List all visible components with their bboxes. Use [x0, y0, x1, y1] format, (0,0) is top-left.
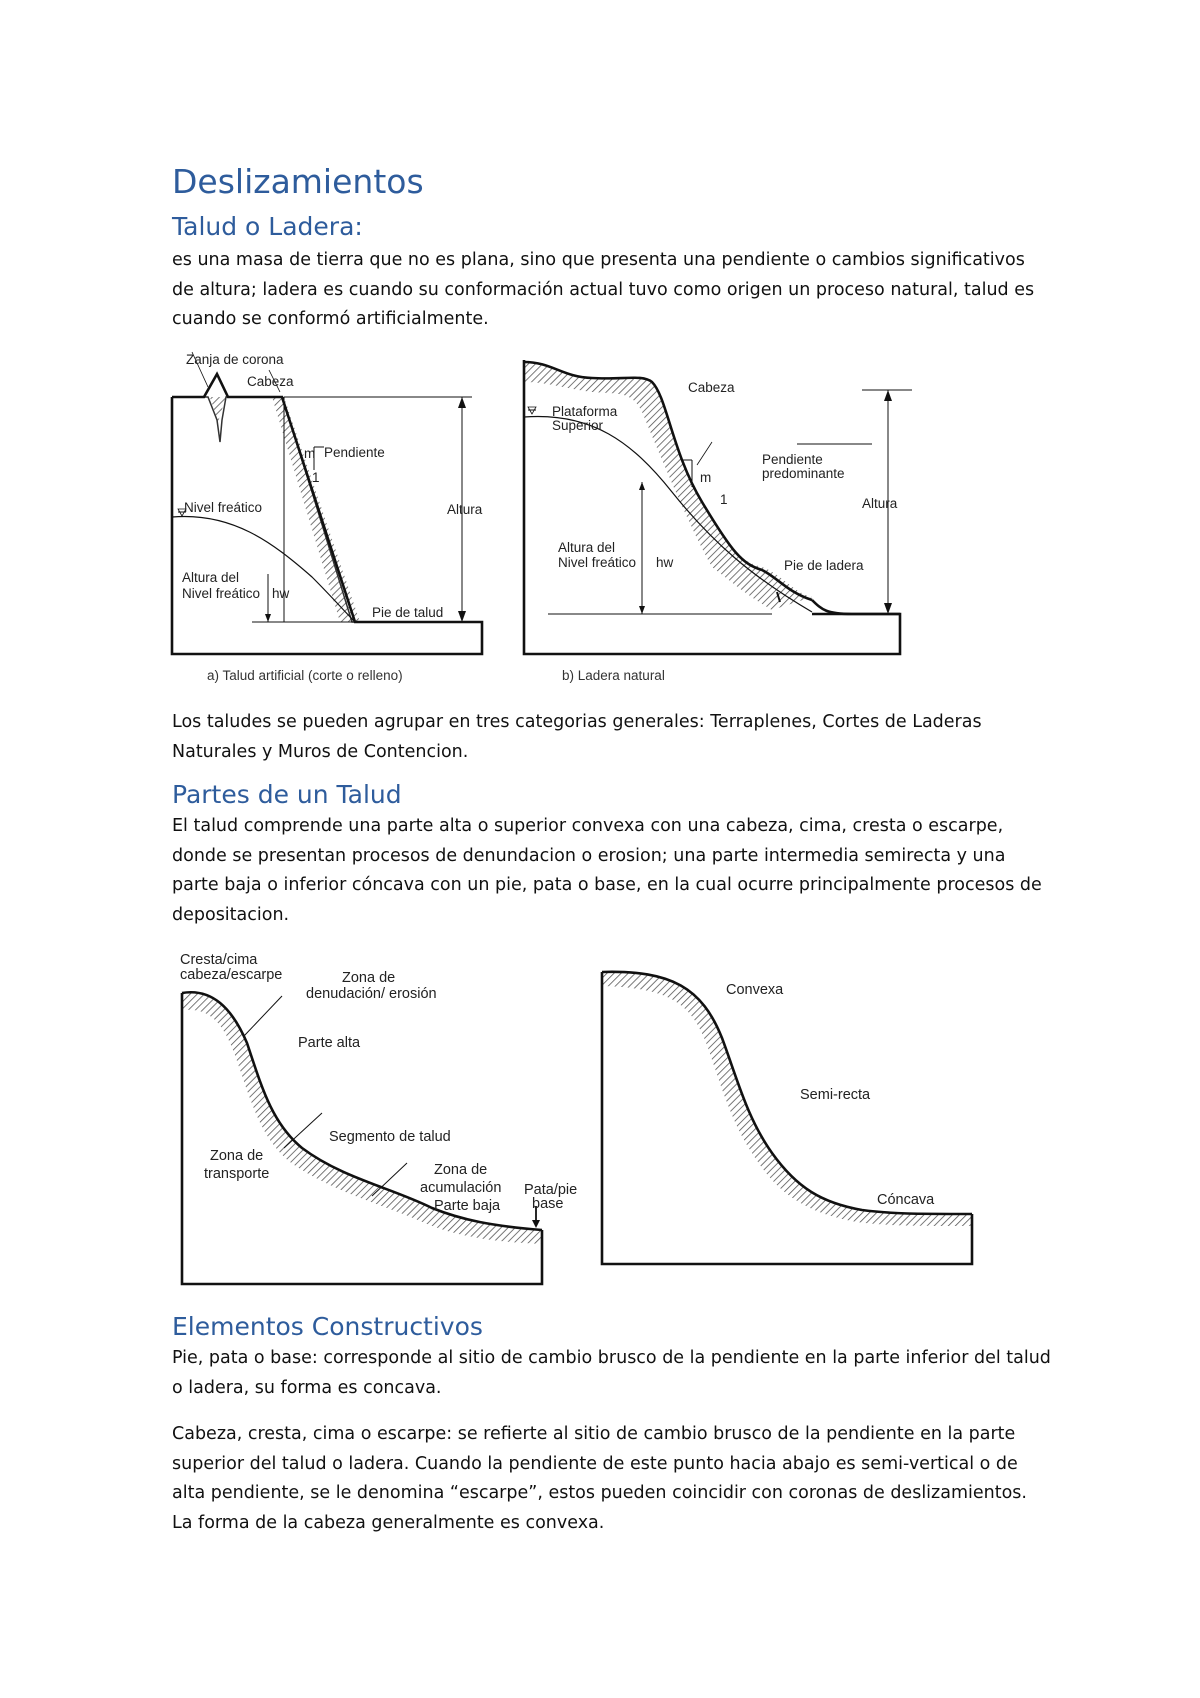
label-zanja-corona: Zanja de corona — [186, 352, 284, 367]
label-altura-nivel-a-2: Nivel freático — [182, 586, 261, 601]
label-concava: Cóncava — [877, 1192, 935, 1208]
paragraph-talud-definition: es una masa de tierra que no es plana, sino que presenta una pendiente o cambios significativos de altura; ladera es cuando su conformación actual tuvo como origen un proceso natural, talud es cuando se conformó artificialmente. — [172, 250, 1035, 329]
label-altura-nivel-b-2: Nivel freático — [558, 555, 637, 570]
label-zona-acumulacion-2: acumulación — [420, 1180, 502, 1196]
label-m-b: m — [700, 470, 712, 485]
label-parte-alta: Parte alta — [298, 1035, 361, 1051]
label-nivel-freatico-a: Nivel freático — [184, 500, 263, 515]
diagram-ladera-natural — [524, 360, 912, 683]
figure-partes-talud — [172, 948, 972, 1288]
label-pendiente-a: Pendiente — [324, 445, 385, 460]
label-zona-transporte-2: transporte — [204, 1166, 270, 1182]
label-one-a: 1 — [312, 470, 320, 485]
figure-talud-ladera-svg — [172, 352, 912, 692]
label-zona-denudacion-2: denudación/ erosión — [306, 986, 437, 1002]
paragraph-categorias: Los taludes se pueden agrupar en tres categorias generales: Terraplenes, Cortes de Laderas Naturales y Muros de Contencion. — [172, 712, 982, 762]
label-plataforma-2: Superior — [552, 418, 604, 433]
caption-ladera-natural: b) Ladera natural — [562, 668, 665, 683]
label-parte-baja: Parte baja — [434, 1198, 501, 1214]
section-heading-partes: Partes de un Talud — [172, 780, 402, 809]
diagram-talud-artificial — [172, 352, 483, 683]
figure-partes-talud-svg — [172, 948, 972, 1288]
section-heading-talud: Talud o Ladera: — [172, 212, 363, 241]
paragraph-partes-talud: El talud comprende una parte alta o superior convexa con una cabeza, cima, cresta o escarpe, donde se presentan procesos de denundacion o erosion; una parte intermedia semirecta y una parte baja o inferior cóncava con un pie, pata o base, en la cual ocurre principalmente procesos de depositacion. — [172, 816, 1042, 925]
label-altura-b: Altura — [862, 496, 898, 511]
label-hw-b: hw — [656, 555, 674, 570]
label-m-a: m — [304, 446, 316, 461]
label-cresta-1: Cresta/cima — [180, 952, 258, 968]
label-plataforma-1: Plataforma — [552, 404, 618, 419]
label-zona-transporte-1: Zona de — [210, 1148, 264, 1164]
diagram-partes-talud-izquierda — [180, 952, 577, 1284]
diagram-forma-ladera-derecha — [602, 972, 972, 1264]
section-heading-elementos: Elementos Constructivos — [172, 1312, 483, 1341]
figure-talud-ladera — [172, 352, 912, 692]
label-pendiente-b-2: predominante — [762, 466, 845, 481]
label-pie-ladera: Pie de ladera — [784, 558, 864, 573]
label-hw-a: hw — [272, 586, 290, 601]
label-zona-acumulacion-1: Zona de — [434, 1162, 488, 1178]
label-pendiente-b-1: Pendiente — [762, 452, 823, 467]
label-zona-denudacion-1: Zona de — [342, 970, 396, 986]
label-semirecta: Semi-recta — [800, 1087, 871, 1103]
page-title: Deslizamientos — [172, 162, 424, 201]
caption-talud-artificial: a) Talud artificial (corte o relleno) — [207, 668, 403, 683]
label-altura-nivel-b-1: Altura del — [558, 540, 616, 555]
label-convexa: Convexa — [726, 982, 784, 998]
paragraph-cabeza-cresta: Cabeza, cresta, cima o escarpe: se refierte al sitio de cambio brusco de la pendiente en la parte superior del talud o ladera. Cuando la pendiente de este punto hacia abajo es semi-vertical o de alta pendiente, se le denomina “escarpe”, estos pueden coincidir con coronas de deslizamientos. La forma de la cabeza generalmente es convexa. — [172, 1424, 1027, 1533]
label-altura-a: Altura — [447, 502, 483, 517]
label-one-b: 1 — [720, 492, 728, 507]
label-cabeza-b: Cabeza — [688, 380, 735, 395]
label-segmento-talud: Segmento de talud — [329, 1129, 451, 1145]
label-altura-nivel-a-1: Altura del — [182, 570, 240, 585]
label-cabeza-a: Cabeza — [247, 374, 294, 389]
label-pata-1: Pata/pie — [524, 1182, 578, 1198]
label-pie-talud: Pie de talud — [372, 605, 444, 620]
label-pata-2: base — [532, 1196, 564, 1212]
paragraph-pie-pata-base: Pie, pata o base: corresponde al sitio de cambio brusco de la pendiente en la parte inferior del talud o ladera, su forma es concava. — [172, 1348, 1051, 1398]
label-cresta-2: cabeza/escarpe — [180, 967, 283, 983]
